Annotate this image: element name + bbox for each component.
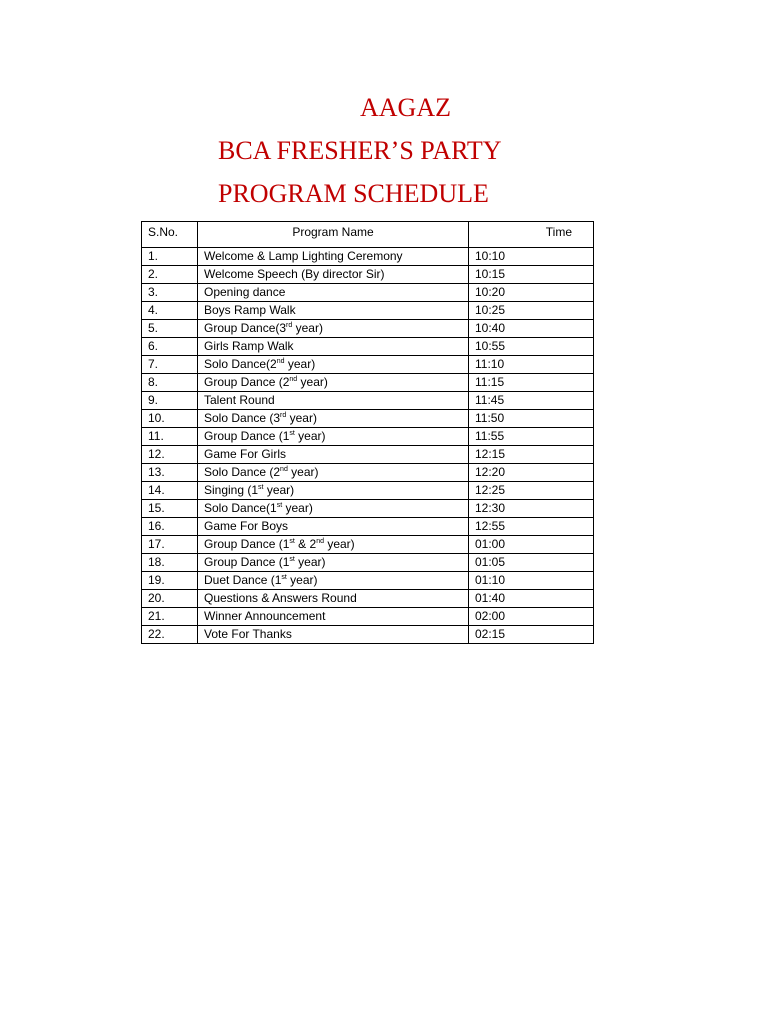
table-row: [142, 554, 594, 572]
cell-sno: 13.: [142, 464, 198, 482]
cell-program-name: [198, 518, 469, 536]
table-row: [142, 284, 594, 302]
schedule-heading: PROGRAM SCHEDULE: [218, 179, 489, 208]
cell-sno: 7.: [142, 356, 198, 374]
cell-program-name: [198, 626, 469, 644]
cell-program-name: [198, 446, 469, 464]
cell-time: 12:20: [469, 464, 594, 482]
cell-program-name: [198, 500, 469, 518]
cell-program-name: [198, 356, 469, 374]
column-header-program-name: Program Name: [198, 222, 469, 248]
ordinal-suffix: st: [289, 556, 295, 563]
table-row: [142, 374, 594, 392]
cell-sno: 21.: [142, 608, 198, 626]
cell-time: 12:55: [469, 518, 594, 536]
ordinal-suffix: nd: [316, 538, 324, 545]
program-name-text: year): [263, 483, 295, 497]
event-subtitle: BCA FRESHER’S PARTY: [218, 136, 502, 165]
cell-sno: 8.: [142, 374, 198, 392]
program-name-text: Solo Dance (2: [204, 465, 281, 479]
program-name-text: Game For Girls: [204, 447, 287, 461]
cell-sno: 9.: [142, 392, 198, 410]
program-name-text: year): [297, 375, 328, 389]
cell-time: 11:45: [469, 392, 594, 410]
cell-time: 01:00: [469, 536, 594, 554]
program-name-text: Welcome & Lamp Lighting Ceremony: [204, 249, 403, 263]
cell-time: 11:10: [469, 356, 594, 374]
table-row: [142, 464, 594, 482]
schedule-table-body: [142, 248, 594, 644]
schedule-table: [141, 221, 594, 644]
table-row: [142, 518, 594, 536]
program-name-text: year): [292, 321, 323, 335]
program-name-text: year): [282, 501, 313, 515]
cell-sno: 15.: [142, 500, 198, 518]
ordinal-suffix: nd: [289, 376, 298, 383]
cell-sno: 14.: [142, 482, 198, 500]
cell-time: 11:50: [469, 410, 594, 428]
program-name-text: year): [286, 411, 317, 425]
cell-sno: 5.: [142, 320, 198, 338]
program-name-text: Duet Dance (1: [204, 573, 282, 587]
cell-time: 12:15: [469, 446, 594, 464]
table-row: [142, 266, 594, 284]
cell-time: 02:15: [469, 626, 594, 644]
cell-time: 10:20: [469, 284, 594, 302]
cell-time: 11:15: [469, 374, 594, 392]
column-header-time: Time: [469, 222, 594, 248]
cell-program-name: [198, 284, 469, 302]
cell-time: 01:40: [469, 590, 594, 608]
ordinal-suffix: rd: [280, 412, 287, 419]
cell-program-name: [198, 590, 469, 608]
ordinal-suffix: nd: [276, 358, 285, 365]
cell-sno: 11.: [142, 428, 198, 446]
table-row: [142, 410, 594, 428]
cell-program-name: [198, 248, 469, 266]
cell-sno: 20.: [142, 590, 198, 608]
program-name-text: Group Dance (1: [204, 555, 290, 569]
cell-sno: 17.: [142, 536, 198, 554]
program-name-text: Questions & Answers Round: [204, 591, 357, 605]
schedule-table-header: [142, 222, 594, 248]
program-name-text: year): [284, 357, 316, 371]
table-row: [142, 356, 594, 374]
cell-sno: 19.: [142, 572, 198, 590]
program-name-text: Solo Dance(2: [204, 357, 277, 371]
program-name-text: Group Dance (1: [204, 537, 290, 551]
table-row: [142, 446, 594, 464]
program-name-text: Talent Round: [204, 393, 275, 407]
cell-program-name: [198, 410, 469, 428]
cell-sno: 22.: [142, 626, 198, 644]
cell-sno: 12.: [142, 446, 198, 464]
table-row: [142, 338, 594, 356]
table-row: [142, 572, 594, 590]
cell-program-name: [198, 266, 469, 284]
cell-program-name: [198, 536, 469, 554]
cell-time: 10:15: [469, 266, 594, 284]
program-name-text: Group Dance(3: [204, 321, 287, 335]
cell-program-name: [198, 554, 469, 572]
table-row: [142, 536, 594, 554]
cell-program-name: [198, 572, 469, 590]
cell-sno: 16.: [142, 518, 198, 536]
ordinal-suffix: st: [281, 574, 287, 581]
program-name-text: Group Dance (2: [204, 375, 290, 389]
program-name-text: Game For Boys: [204, 519, 289, 533]
cell-program-name: [198, 482, 469, 500]
ordinal-suffix: rd: [286, 322, 293, 329]
cell-time: 01:05: [469, 554, 594, 572]
cell-program-name: [198, 428, 469, 446]
program-name-text: year): [286, 573, 318, 587]
cell-sno: 2.: [142, 266, 198, 284]
program-name-text: Singing (1: [204, 483, 259, 497]
cell-sno: 18.: [142, 554, 198, 572]
program-name-text: Group Dance (1: [204, 429, 290, 443]
header-row: [142, 222, 594, 248]
cell-program-name: [198, 338, 469, 356]
ordinal-suffix: nd: [280, 466, 288, 473]
program-name-text: year): [294, 429, 326, 443]
ordinal-suffix: st: [258, 484, 264, 491]
cell-program-name: [198, 374, 469, 392]
program-name-text: Opening dance: [204, 285, 286, 299]
table-row: [142, 608, 594, 626]
table-row: [142, 428, 594, 446]
cell-sno: 3.: [142, 284, 198, 302]
table-row: [142, 392, 594, 410]
event-title: AAGAZ: [360, 93, 451, 122]
program-name-text: Vote For Thanks: [204, 627, 292, 641]
cell-sno: 4.: [142, 302, 198, 320]
cell-program-name: [198, 320, 469, 338]
cell-sno: 6.: [142, 338, 198, 356]
table-row: [142, 590, 594, 608]
cell-time: 10:25: [469, 302, 594, 320]
cell-sno: 1.: [142, 248, 198, 266]
cell-time: 01:10: [469, 572, 594, 590]
program-name-text: year): [324, 537, 355, 551]
cell-time: 11:55: [469, 428, 594, 446]
ordinal-suffix: st: [289, 538, 295, 545]
cell-time: 10:40: [469, 320, 594, 338]
program-name-text: Welcome Speech (By director Sir): [204, 267, 385, 281]
program-name-text: & 2: [294, 537, 317, 551]
program-name-text: Winner Announcement: [204, 609, 326, 623]
table-row: [142, 248, 594, 266]
program-name-text: Girls Ramp Walk: [204, 339, 294, 353]
ordinal-suffix: st: [289, 430, 295, 437]
cell-program-name: [198, 608, 469, 626]
program-name-text: year): [294, 555, 326, 569]
program-name-text: year): [287, 465, 319, 479]
cell-sno: 10.: [142, 410, 198, 428]
cell-time: 12:25: [469, 482, 594, 500]
table-row: [142, 626, 594, 644]
cell-program-name: [198, 464, 469, 482]
column-header-sno: S.No.: [142, 222, 198, 248]
program-name-text: Solo Dance(1: [204, 501, 277, 515]
table-row: [142, 482, 594, 500]
cell-time: 12:30: [469, 500, 594, 518]
table-row: [142, 302, 594, 320]
table-row: [142, 320, 594, 338]
program-name-text: Solo Dance (3: [204, 411, 281, 425]
cell-time: 10:55: [469, 338, 594, 356]
cell-time: 02:00: [469, 608, 594, 626]
cell-time: 10:10: [469, 248, 594, 266]
program-name-text: Boys Ramp Walk: [204, 303, 296, 317]
table-row: [142, 500, 594, 518]
cell-program-name: [198, 302, 469, 320]
ordinal-suffix: st: [276, 502, 283, 509]
cell-program-name: [198, 392, 469, 410]
